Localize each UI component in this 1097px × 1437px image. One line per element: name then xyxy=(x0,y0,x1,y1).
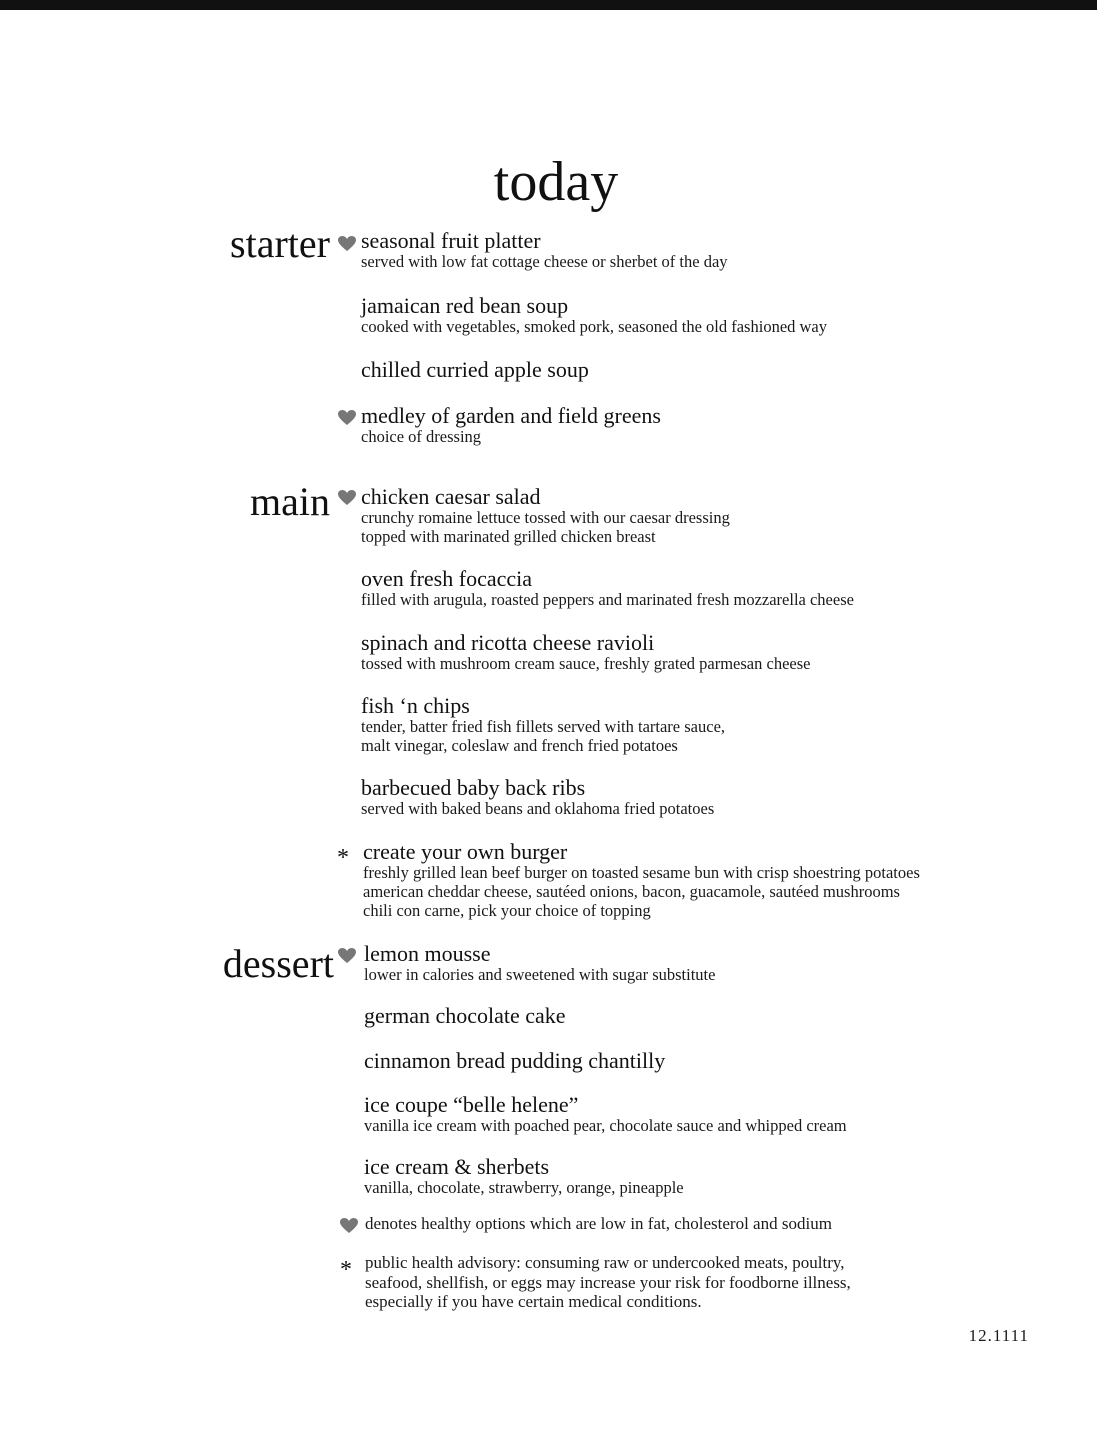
item-name: seasonal fruit platter xyxy=(361,228,541,253)
heart-icon xyxy=(338,490,356,506)
item-name: barbecued baby back ribs xyxy=(361,775,586,800)
menu-item xyxy=(361,632,810,673)
healthy-legend: denotes healthy options which are low in fat, cholesterol and sodium xyxy=(365,1214,832,1233)
section-label-dessert: dessert xyxy=(222,941,334,986)
item-desc: tender, batter fried fish fillets served with tartare sauce, xyxy=(361,717,726,736)
item-desc: vanilla, chocolate, strawberry, orange, pineapple xyxy=(364,1178,684,1197)
menu-item xyxy=(361,405,661,446)
item-desc: served with baked beans and oklahoma fried potatoes xyxy=(361,799,715,818)
asterisk-icon: * xyxy=(340,1257,352,1283)
item-name: cinnamon bread pudding chantilly xyxy=(364,1048,666,1073)
menu-item xyxy=(364,1050,665,1072)
item-desc: cooked with vegetables, smoked pork, seasoned the old fashioned way xyxy=(361,317,828,336)
item-name: german chocolate cake xyxy=(364,1003,566,1028)
menu-item xyxy=(364,943,715,984)
menu-item xyxy=(363,841,920,920)
advisory-line: public health advisory: consuming raw or undercooked meats, poultry, xyxy=(365,1253,845,1272)
menu-code: 12.1111 xyxy=(968,1326,1029,1345)
item-name: chilled curried apple soup xyxy=(361,357,589,382)
menu-item xyxy=(361,695,725,755)
item-desc: freshly grilled lean beef burger on toasted sesame bun with crisp shoestring potatoes xyxy=(363,863,920,882)
heart-icon xyxy=(338,236,356,252)
item-desc: vanilla ice cream with poached pear, chocolate sauce and whipped cream xyxy=(364,1116,847,1135)
menu-item xyxy=(361,568,854,609)
item-name: jamaican red bean soup xyxy=(361,293,569,318)
item-desc: choice of dressing xyxy=(361,427,482,446)
item-name: create your own burger xyxy=(363,839,568,864)
menu-item xyxy=(361,486,730,546)
menu-item xyxy=(361,359,589,381)
item-desc: filled with arugula, roasted peppers and marinated fresh mozzarella cheese xyxy=(361,590,854,609)
menu-item xyxy=(361,295,827,336)
item-name: lemon mousse xyxy=(364,941,491,966)
item-name: chicken caesar salad xyxy=(361,484,541,509)
menu-item xyxy=(361,777,714,818)
section-label-main: main xyxy=(250,479,330,524)
heart-icon xyxy=(338,948,356,964)
advisory-line: especially if you have certain medical conditions. xyxy=(365,1292,702,1311)
asterisk-icon: * xyxy=(337,845,349,871)
heart-icon xyxy=(338,410,356,426)
item-desc: lower in calories and sweetened with sugar substitute xyxy=(364,965,716,984)
section-label-starter: starter xyxy=(230,221,330,266)
heart-icon xyxy=(340,1218,358,1234)
item-name: medley of garden and field greens xyxy=(361,403,661,428)
item-name: spinach and ricotta cheese ravioli xyxy=(361,630,655,655)
item-desc: chili con carne, pick your choice of topping xyxy=(363,901,651,920)
item-desc: crunchy romaine lettuce tossed with our caesar dressing xyxy=(361,508,730,527)
advisory-line: seafood, shellfish, or eggs may increase your risk for foodborne illness, xyxy=(365,1272,851,1292)
menu-item xyxy=(364,1005,566,1027)
item-name: fish ‘n chips xyxy=(361,693,470,718)
page-title: today xyxy=(493,151,619,213)
scan-top-edge xyxy=(0,0,1097,10)
item-desc: topped with marinated grilled chicken breast xyxy=(361,527,656,546)
item-desc: american cheddar cheese, sautéed onions, bacon, guacamole, sautéed mushrooms xyxy=(363,882,900,901)
menu-item xyxy=(364,1156,684,1197)
health-advisory xyxy=(365,1253,851,1312)
item-name: ice coupe “belle helene” xyxy=(364,1092,579,1117)
item-name: oven fresh focaccia xyxy=(361,566,533,591)
menu-item xyxy=(364,1094,847,1135)
item-desc: tossed with mushroom cream sauce, freshly grated parmesan cheese xyxy=(361,654,811,673)
item-name: ice cream & sherbets xyxy=(364,1154,550,1179)
item-desc: malt vinegar, coleslaw and french fried potatoes xyxy=(361,736,678,755)
item-desc: served with low fat cottage cheese or sherbet of the day xyxy=(361,252,728,271)
menu-item xyxy=(361,230,728,271)
